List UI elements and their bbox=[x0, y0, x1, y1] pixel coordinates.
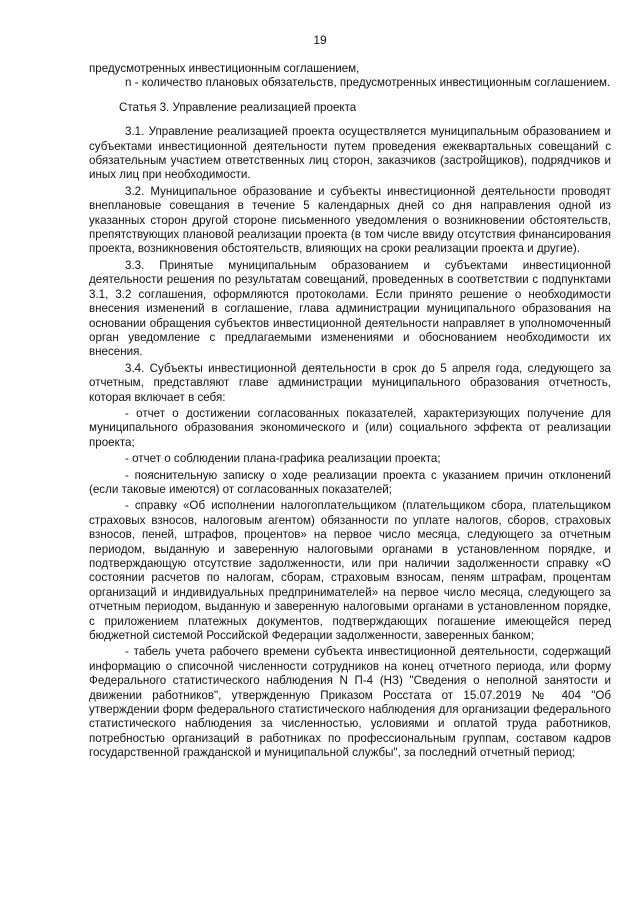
paragraph-3-3: 3.3. Принятые муниципальным образованием и субъектами инвестиционной деятельности решения по результатам совещаний, проведенных в соответствии с подпунктами 3.1, 3.2 соглашения, оформляются протоколами. Если принято решение о необходимости внесения изменений в соглашение, глава администрации муниципального образования на основании обращения субъектов инвестиционной деятельности направляет в уполномоченный орган уведомление с предлагаемыми изменениями и обоснованием необходимости их внесения. bbox=[89, 258, 611, 359]
list-item-achievement-report: - отчет о достижении согласованных показателей, характеризующих получение для муниципального образования экономического и (или) социального эффекта от реализации проекта; bbox=[89, 406, 611, 449]
list-item-explanatory-note: - пояснительную записку о ходе реализации проекта с указанием причин отклонений (если таковые имеются) от согласованных показателей; bbox=[89, 468, 611, 496]
paragraph-3-4: 3.4. Субъекты инвестиционной деятельности в срок до 5 апреля года, следующего за отчетным, представляют главе администрации муниципального образования отчетность, которая включает в себя: bbox=[89, 361, 611, 404]
document-body bbox=[89, 62, 611, 761]
page-number: 19 bbox=[313, 33, 327, 47]
paragraph-3-1: 3.1. Управление реализацией проекта осуществляется муниципальным образованием и субъектами инвестиционной деятельности путем проведения ежеквартальных совещаний с обязательным участием ответственных лиц сторон, заказчиков (застройщиков), подрядчиков и иных лиц при необходимости. bbox=[89, 125, 611, 182]
list-item-time-sheet: - табель учета рабочего времени субъекта инвестиционной деятельности, содержащий информацию о списочной численности сотрудников на конец отчетного периода, или форму Федерального статистического наблюдения N П-4 (НЗ) "Сведения о неполной занятости и движении работников", утвержденную Приказом Росстата от 15.07.2019 № 404 "Об утверждении форм федерального статистического наблюдения для организации федерального статистического наблюдения за численностью, условиями и оплатой труда работников, потребностью организаций в работниках по профессиональным группам, составом кадров государственной гражданской и муниципальной службы", за последний отчетный период; bbox=[89, 645, 611, 760]
intro-line-1: предусмотренных инвестиционным соглашением, bbox=[89, 62, 360, 75]
list-item-tax-certificate: - справку «Об исполнении налогоплательщиком (плательщиком сбора, плательщиком страховых взносов, налоговым агентом) обязанности по уплате налогов, сборов, страховых взносов, пеней, штрафов, процентов» на первое число месяца, следующего за отчетным периодом, выданную и заверенную налоговыми органами в установленном порядке, и подтверждающую отсутствие задолженности, или при наличии задолженности справку «О состоянии расчетов по налогам, сборам, страховым взносам, пеням штрафам, процентам организаций и индивидуальных предпринимателей» на первое число месяца, следующего за отчетным периодом, выданную и заверенную налоговыми органами в установленном порядке, с приложением платежных документов, подтверждающих погашение имеющейся перед бюджетной системой Российской Федерации задолженности, заверенных банком; bbox=[89, 499, 611, 643]
article-heading: Статья 3. Управление реализацией проекта bbox=[119, 100, 357, 114]
list-item-schedule-report: - отчет о соблюдении плана-графика реализации проекта; bbox=[125, 452, 441, 466]
intro-line-2: n - количество плановых обязательств, предусмотренных инвестиционным соглашением. bbox=[125, 76, 611, 90]
paragraph-3-2: 3.2. Муниципальное образование и субъекты инвестиционной деятельности проводят внеплановые совещания в течение 5 календарных дней со дня направления одной из указанных сторон другой стороне письменного уведомления о возникновении обстоятельств, препятствующих плановой реализации проекта (в том числе ввиду отсутствия финансирования проекта, возникновения обстоятельств, влияющих на сроки реализации проекта и другие). bbox=[89, 184, 611, 256]
